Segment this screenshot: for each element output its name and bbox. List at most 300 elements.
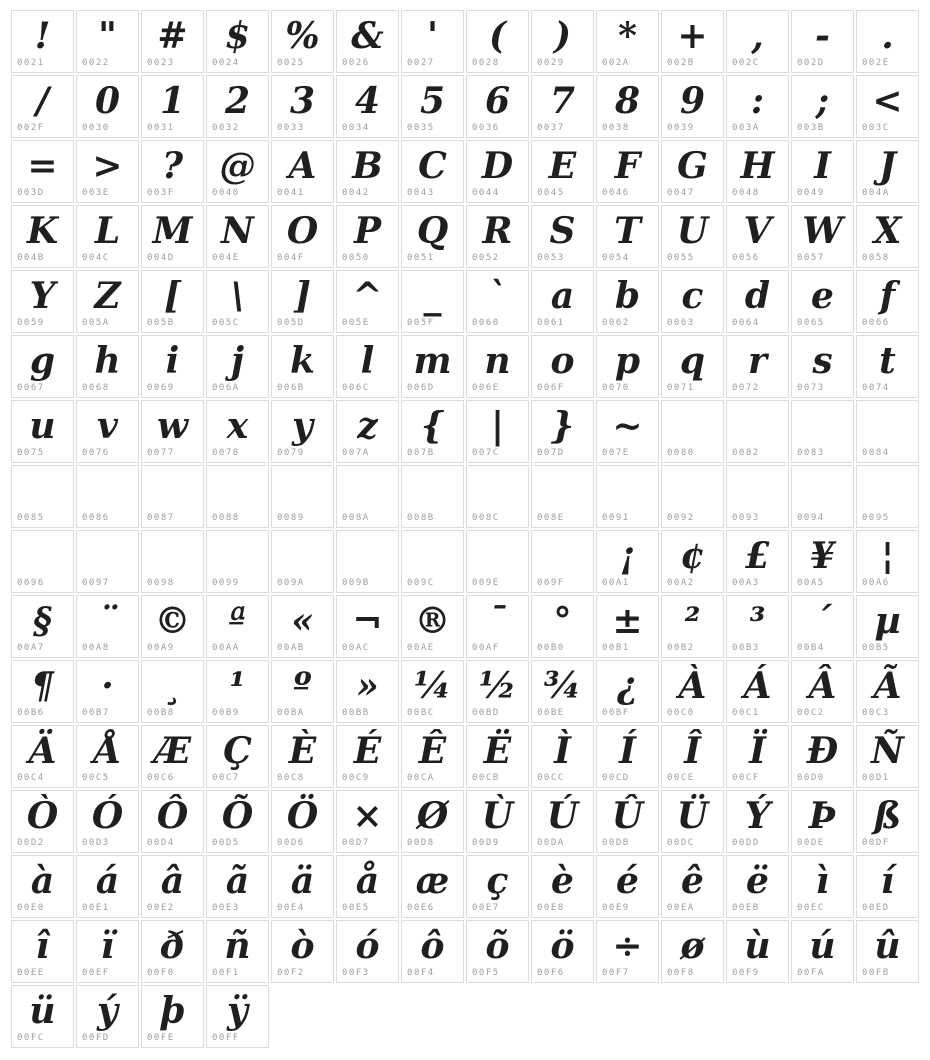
code-label: 0075: [17, 448, 45, 458]
glyph-cell: [661, 335, 724, 398]
glyph-cell: [596, 465, 659, 528]
glyph-cell: [206, 855, 269, 918]
glyph: X: [873, 210, 902, 252]
glyph: A: [288, 145, 317, 187]
glyph: C: [418, 145, 447, 187]
code-label: 00FD: [82, 1033, 110, 1043]
glyph-cell: [271, 855, 334, 918]
code-label: 0055: [667, 253, 695, 263]
glyph: p: [614, 340, 641, 382]
glyph-cell: [531, 855, 594, 918]
glyph: [792, 466, 853, 514]
code-label: 0085: [17, 513, 45, 523]
glyph: í: [880, 860, 895, 902]
glyph-cell: [791, 140, 854, 203]
glyph-cell: [596, 660, 659, 723]
glyph-cell: [336, 10, 399, 73]
glyph-cell: [206, 10, 269, 73]
code-label: 0046: [602, 188, 630, 198]
code-label: 00E6: [407, 903, 435, 913]
glyph: b: [614, 275, 641, 317]
glyph: S: [549, 210, 576, 252]
code-label: 00AA: [212, 643, 240, 653]
code-label: 009C: [407, 578, 435, 588]
code-label: 0048: [732, 188, 760, 198]
code-label: 00E2: [147, 903, 175, 913]
glyph-cell: [466, 790, 529, 853]
code-label: 0088: [212, 513, 240, 523]
code-label: 0047: [667, 188, 695, 198]
code-label: 0032: [212, 123, 240, 133]
glyph: 2: [224, 80, 251, 122]
glyph: z: [357, 405, 378, 447]
code-label: 006B: [277, 383, 305, 393]
glyph-cell: [466, 270, 529, 333]
glyph: ^: [352, 275, 383, 317]
glyph: t: [879, 340, 896, 382]
code-label: 00F8: [667, 968, 695, 978]
glyph-cell: [661, 920, 724, 983]
glyph-cell: [791, 465, 854, 528]
glyph: Q: [416, 210, 449, 252]
glyph: l: [360, 340, 375, 382]
code-label: 00D1: [862, 773, 890, 783]
glyph-cell: [271, 530, 334, 593]
code-label: 00D8: [407, 838, 435, 848]
glyph-cell: [856, 660, 919, 723]
code-label: 0082: [732, 448, 760, 458]
code-label: 008E: [537, 513, 565, 523]
glyph: ñ: [224, 925, 251, 967]
glyph: .: [881, 15, 894, 57]
glyph-cell: [76, 270, 139, 333]
glyph: Þ: [808, 795, 837, 837]
glyph: [77, 531, 138, 579]
glyph-cell: [856, 10, 919, 73]
glyph: %: [285, 15, 320, 57]
glyph: [467, 531, 528, 579]
glyph: õ: [485, 925, 510, 967]
glyph: [207, 531, 268, 579]
glyph-cell: [206, 465, 269, 528]
glyph-cell: [141, 270, 204, 333]
glyph: K: [26, 210, 59, 252]
code-label: 0021: [17, 58, 45, 68]
code-label: 00E4: [277, 903, 305, 913]
code-label: 0074: [862, 383, 890, 393]
glyph: O: [286, 210, 319, 252]
code-label: 00B0: [537, 643, 565, 653]
glyph: ö: [550, 925, 575, 967]
glyph-cell: [336, 855, 399, 918]
glyph: Ï: [749, 730, 766, 772]
glyph: ¡: [619, 535, 636, 577]
glyph: [337, 466, 398, 514]
code-label: 0073: [797, 383, 825, 393]
glyph-cell: [141, 205, 204, 268]
code-label: 00B9: [212, 708, 240, 718]
code-label: 0042: [342, 188, 370, 198]
glyph: [857, 466, 918, 514]
glyph: [402, 466, 463, 514]
glyph: ß: [873, 795, 902, 837]
glyph-cell: [856, 400, 919, 463]
glyph-cell: [206, 790, 269, 853]
glyph: 0: [94, 80, 121, 122]
glyph: 1: [159, 80, 186, 122]
glyph-cell: [271, 140, 334, 203]
glyph: Â: [808, 665, 837, 707]
glyph-cell: [856, 855, 919, 918]
glyph-cell: [856, 725, 919, 788]
code-label: 00F9: [732, 968, 760, 978]
code-label: 00D4: [147, 838, 175, 848]
glyph: Ä: [28, 730, 57, 772]
code-label: 00D0: [797, 773, 825, 783]
glyph: [: [163, 275, 182, 317]
glyph: »: [356, 665, 379, 707]
glyph-cell: [596, 75, 659, 138]
code-label: 00A8: [82, 643, 110, 653]
glyph-cell: [206, 660, 269, 723]
code-label: 00C9: [342, 773, 370, 783]
glyph: [12, 466, 73, 514]
code-label: 0040: [212, 188, 240, 198]
glyph: ÷: [612, 925, 643, 967]
glyph: ú: [809, 925, 836, 967]
code-label: 00B5: [862, 643, 890, 653]
glyph-cell: [791, 10, 854, 73]
glyph: ~: [612, 405, 643, 447]
glyph: 5: [419, 80, 446, 122]
glyph: c: [681, 275, 704, 317]
glyph: Æ: [153, 730, 192, 772]
glyph: 8: [614, 80, 641, 122]
glyph-cell: [726, 855, 789, 918]
code-label: 0053: [537, 253, 565, 263]
glyph-cell: [336, 400, 399, 463]
glyph-cell: [11, 140, 74, 203]
glyph-cell: [726, 270, 789, 333]
code-label: 0058: [862, 253, 890, 263]
code-label: 003B: [797, 123, 825, 133]
code-label: 00F0: [147, 968, 175, 978]
glyph-cell: [206, 985, 269, 1048]
code-label: 0026: [342, 58, 370, 68]
glyph-cell: [791, 530, 854, 593]
code-label: 00CF: [732, 773, 760, 783]
code-label: 0072: [732, 383, 760, 393]
glyph-cell: [206, 725, 269, 788]
glyph-cell: [531, 465, 594, 528]
glyph-cell: [11, 725, 74, 788]
code-label: 0057: [797, 253, 825, 263]
code-label: 00E5: [342, 903, 370, 913]
code-label: 00EC: [797, 903, 825, 913]
code-label: 008B: [407, 513, 435, 523]
code-label: 002F: [17, 123, 45, 133]
glyph: `: [488, 275, 507, 317]
glyph: _: [423, 275, 442, 317]
glyph-cell: [141, 400, 204, 463]
glyph: Ç: [223, 730, 252, 772]
glyph-cell: [661, 725, 724, 788]
glyph-cell: [401, 10, 464, 73]
glyph-cell: [466, 10, 529, 73]
code-label: 0096: [17, 578, 45, 588]
glyph-cell: [596, 335, 659, 398]
glyph-cell: [206, 75, 269, 138]
code-label: 00E1: [82, 903, 110, 913]
glyph-cell: [76, 10, 139, 73]
glyph-cell: [531, 400, 594, 463]
code-label: 004C: [82, 253, 110, 263]
glyph: ô: [420, 925, 445, 967]
glyph-cell: [141, 465, 204, 528]
glyph-cell: [531, 335, 594, 398]
code-label: 006F: [537, 383, 565, 393]
glyph-cell: [271, 790, 334, 853]
glyph: Ñ: [871, 730, 904, 772]
code-label: 00E9: [602, 903, 630, 913]
glyph: ±: [612, 600, 643, 642]
code-label: 00E7: [472, 903, 500, 913]
glyph-cell: [76, 660, 139, 723]
glyph-cell: [791, 725, 854, 788]
code-label: 00A5: [797, 578, 825, 588]
code-label: 00E3: [212, 903, 240, 913]
code-label: 0033: [277, 123, 305, 133]
glyph-cell: [206, 205, 269, 268]
glyph: &: [351, 15, 384, 57]
glyph: [207, 466, 268, 514]
code-label: 003D: [17, 188, 45, 198]
glyph: q: [679, 340, 706, 382]
code-label: 008C: [472, 513, 500, 523]
glyph-cell: [466, 205, 529, 268]
glyph-cell: [401, 595, 464, 658]
glyph-cell: [11, 465, 74, 528]
glyph: Î: [684, 730, 701, 772]
glyph: ë: [746, 860, 769, 902]
glyph: \: [230, 275, 245, 317]
glyph-cell: [336, 75, 399, 138]
glyph-cell: [401, 400, 464, 463]
glyph: Ã: [873, 665, 902, 707]
code-label: 00DF: [862, 838, 890, 848]
glyph-cell: [76, 465, 139, 528]
code-label: 006C: [342, 383, 370, 393]
code-label: 00DA: [537, 838, 565, 848]
glyph-cell: [531, 205, 594, 268]
code-label: 00BC: [407, 708, 435, 718]
glyph: H: [740, 145, 775, 187]
glyph: ø: [680, 925, 705, 967]
code-label: 0054: [602, 253, 630, 263]
code-label: 00F7: [602, 968, 630, 978]
code-label: 004E: [212, 253, 240, 263]
code-label: 00A1: [602, 578, 630, 588]
glyph-cell: [11, 400, 74, 463]
glyph-cell: [336, 595, 399, 658]
code-label: 00DD: [732, 838, 760, 848]
glyph: á: [95, 860, 120, 902]
glyph: {: [420, 405, 445, 447]
code-label: 00A3: [732, 578, 760, 588]
glyph: J: [878, 145, 897, 187]
glyph-cell: [726, 205, 789, 268]
glyph: @: [219, 145, 256, 187]
glyph: [532, 531, 593, 579]
glyph-cell: [661, 790, 724, 853]
glyph: g: [29, 340, 56, 382]
glyph-cell: [531, 725, 594, 788]
glyph: ²: [684, 600, 701, 642]
glyph: ¯: [488, 600, 507, 642]
code-label: 00F2: [277, 968, 305, 978]
glyph-cell: [856, 335, 919, 398]
glyph-cell: [271, 205, 334, 268]
glyph-cell: [791, 205, 854, 268]
glyph: Ý: [744, 795, 771, 837]
code-label: 00F1: [212, 968, 240, 978]
glyph-cell: [271, 10, 334, 73]
glyph: «: [291, 600, 314, 642]
code-label: 00D9: [472, 838, 500, 848]
code-label: 00C4: [17, 773, 45, 783]
glyph-cell: [596, 920, 659, 983]
code-label: 003A: [732, 123, 760, 133]
code-label: 0071: [667, 383, 695, 393]
code-label: 00D6: [277, 838, 305, 848]
glyph-cell: [856, 465, 919, 528]
glyph: ;: [815, 80, 830, 122]
glyph: °: [553, 600, 572, 642]
glyph-cell: [791, 400, 854, 463]
code-label: 0059: [17, 318, 45, 328]
glyph: n: [484, 340, 511, 382]
glyph-cell: [661, 140, 724, 203]
glyph: Õ: [221, 795, 254, 837]
glyph: k: [290, 340, 315, 382]
glyph-cell: [206, 920, 269, 983]
glyph: [272, 531, 333, 579]
glyph: j: [230, 340, 245, 382]
glyph: G: [677, 145, 708, 187]
glyph: F: [614, 145, 641, 187]
glyph: ¬: [352, 600, 383, 642]
code-label: 0089: [277, 513, 305, 523]
glyph: Û: [611, 795, 644, 837]
glyph-cell: [141, 790, 204, 853]
code-label: 0039: [667, 123, 695, 133]
code-label: 00ED: [862, 903, 890, 913]
glyph: [727, 466, 788, 514]
glyph-cell: [401, 920, 464, 983]
code-label: 00C7: [212, 773, 240, 783]
glyph: ä: [290, 860, 315, 902]
code-label: 005B: [147, 318, 175, 328]
glyph-cell: [401, 660, 464, 723]
glyph: ´: [813, 600, 832, 642]
glyph: r: [748, 340, 767, 382]
glyph-cell: [11, 920, 74, 983]
glyph-cell: [271, 595, 334, 658]
glyph: 9: [679, 80, 706, 122]
glyph-cell: [791, 335, 854, 398]
glyph: =: [27, 145, 58, 187]
glyph: <: [872, 80, 903, 122]
code-label: 00C1: [732, 708, 760, 718]
code-label: 0097: [82, 578, 110, 588]
glyph: [727, 401, 788, 449]
glyph-cell: [726, 530, 789, 593]
glyph-cell: [141, 140, 204, 203]
code-label: 005A: [82, 318, 110, 328]
glyph: ÿ: [227, 990, 248, 1032]
code-label: 0024: [212, 58, 240, 68]
glyph-cell: [856, 530, 919, 593]
code-label: 0067: [17, 383, 45, 393]
glyph: o: [550, 340, 575, 382]
glyph-cell: [596, 855, 659, 918]
glyph-cell: [791, 270, 854, 333]
glyph-cell: [856, 75, 919, 138]
glyph: ç: [486, 860, 509, 902]
code-label: 00A6: [862, 578, 890, 588]
code-label: 00B1: [602, 643, 630, 653]
glyph: [402, 531, 463, 579]
code-label: 0065: [797, 318, 825, 328]
glyph: Ó: [91, 795, 124, 837]
glyph: ,: [751, 15, 764, 57]
glyph-cell: [401, 140, 464, 203]
glyph-cell: [401, 790, 464, 853]
glyph: Í: [619, 730, 636, 772]
glyph-cell: [661, 855, 724, 918]
code-label: 00DE: [797, 838, 825, 848]
glyph: ®: [414, 600, 451, 642]
code-label: 00DB: [602, 838, 630, 848]
glyph-cell: [531, 270, 594, 333]
glyph-cell: [466, 140, 529, 203]
code-label: 00EF: [82, 968, 110, 978]
glyph-cell: [141, 920, 204, 983]
glyph: U: [676, 210, 709, 252]
code-label: 00AF: [472, 643, 500, 653]
glyph: ì: [815, 860, 830, 902]
code-label: 00CB: [472, 773, 500, 783]
glyph-cell: [596, 10, 659, 73]
glyph-cell: [856, 205, 919, 268]
glyph-cell: [206, 335, 269, 398]
glyph: 7: [549, 80, 576, 122]
glyph-cell: [466, 335, 529, 398]
code-label: 003F: [147, 188, 175, 198]
glyph: î: [35, 925, 50, 967]
glyph-cell: [661, 595, 724, 658]
glyph: ó: [355, 925, 380, 967]
glyph: d: [744, 275, 771, 317]
glyph: *: [618, 15, 637, 57]
glyph: u: [29, 405, 56, 447]
code-label: 0079: [277, 448, 305, 458]
glyph: µ: [874, 600, 901, 642]
glyph: Ú: [546, 795, 579, 837]
glyph-cell: [661, 530, 724, 593]
code-label: 007C: [472, 448, 500, 458]
code-label: 00F4: [407, 968, 435, 978]
